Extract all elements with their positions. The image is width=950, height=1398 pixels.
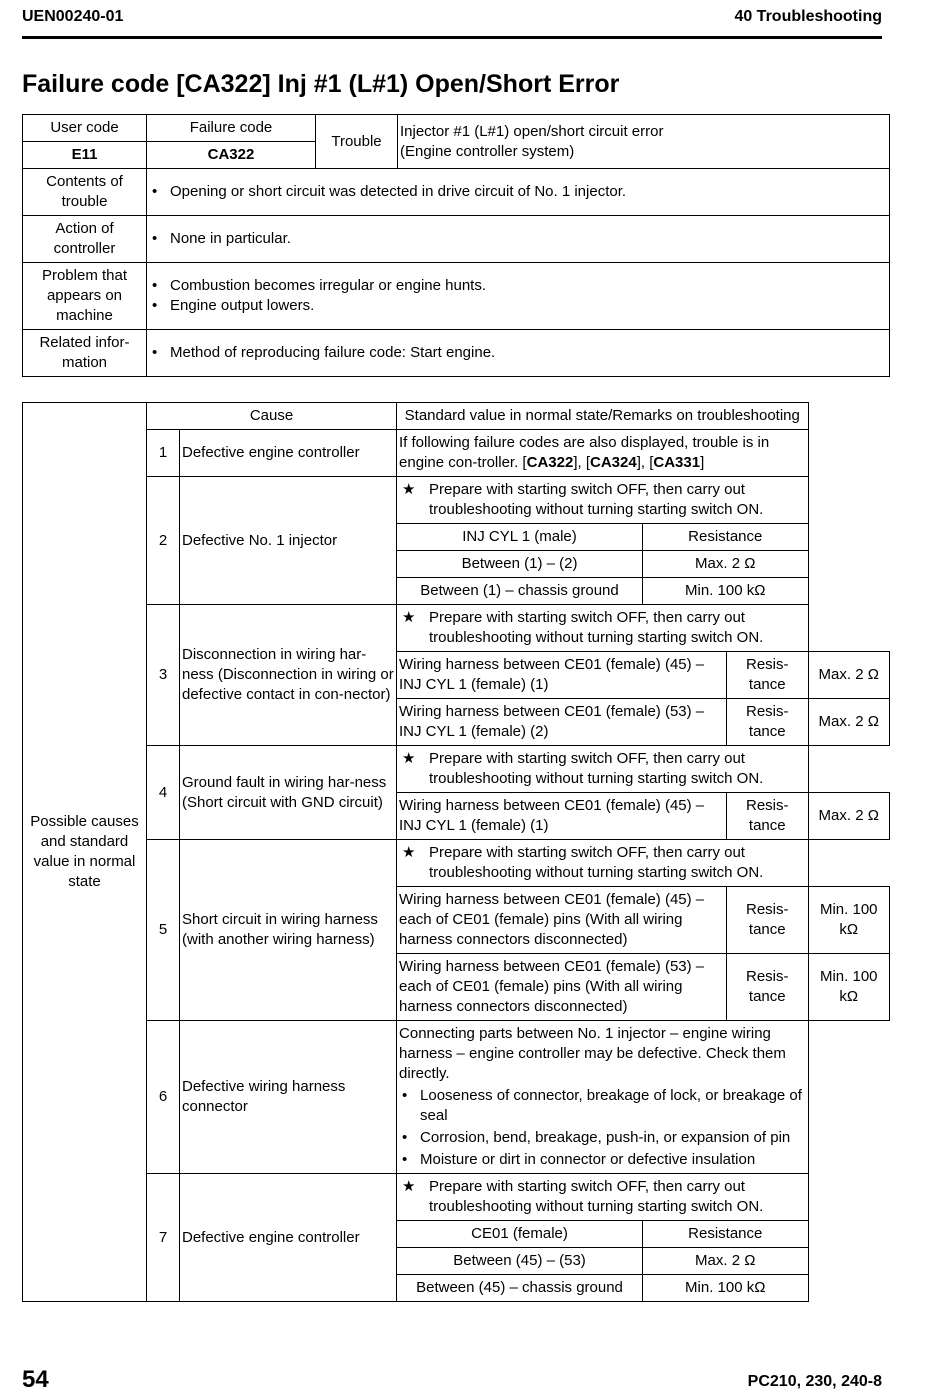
standard-value-header: Standard value in normal state/Remarks on troubleshooting (397, 403, 808, 430)
measure-value: Min. 100 kΩ (643, 1275, 808, 1302)
possible-causes-label: Possible causes and standard value in normal state (23, 403, 147, 1302)
star-icon: ★ (402, 1178, 416, 1195)
measure-value: Min. 100 kΩ (808, 887, 890, 954)
measure-point: Between (45) – chassis ground (397, 1275, 643, 1302)
harness-check: Wiring harness between CE01 (female) (53) – INJ CYL 1 (female) (2) (397, 699, 727, 746)
resistance-header: Resistance (643, 524, 808, 551)
cause-name: Defective engine controller (180, 1174, 397, 1302)
measure-value: Min. 100 kΩ (808, 954, 890, 1021)
cause-number: 7 (147, 1174, 180, 1302)
user-code-value: E11 (23, 142, 147, 169)
connector-header: INJ CYL 1 (male) (397, 524, 643, 551)
star-icon: ★ (402, 844, 416, 861)
related-value: • Method of reproducing failure code: Start engine. (147, 330, 890, 377)
resistance-label: Resis-tance (727, 652, 808, 699)
prepare-note: ★ Prepare with starting switch OFF, then carry out troubleshooting without turning starting switch ON. (397, 746, 808, 793)
measure-value: Max. 2 Ω (643, 551, 808, 578)
harness-check: Wiring harness between CE01 (female) (53) – each of CE01 (female) pins (With all wiring harness connectors disconnected) (397, 954, 727, 1021)
page-title: Failure code [CA322] Inj #1 (L#1) Open/Short Error (22, 70, 620, 98)
prepare-note: ★ Prepare with starting switch OFF, then carry out troubleshooting without turning starting switch ON. (397, 840, 808, 887)
contents-value: • Opening or short circuit was detected in drive circuit of No. 1 injector. (147, 169, 890, 216)
problem-value: • Combustion becomes irregular or engine hunts. • Engine output lowers. (147, 263, 890, 330)
resistance-label: Resis-tance (727, 793, 808, 840)
problem-label: Problem that appears on machine (23, 263, 147, 330)
cause-6-remark: Connecting parts between No. 1 injector – engine wiring harness – engine controller may be defective. Check them directly. • Looseness of connector, breakage of lock, or breakage of seal • Corrosion, bend, breakage, push-in, or expansion of pin • Moisture or dirt in connector or defective insulation (397, 1021, 808, 1174)
cause-name: Short circuit in wiring harness (with another wiring harness) (180, 840, 397, 1021)
failure-summary-table (22, 114, 890, 377)
cause-number: 1 (147, 430, 180, 477)
action-label: Action of controller (23, 216, 147, 263)
page-number: 54 (22, 1366, 49, 1393)
measure-value: Min. 100 kΩ (643, 578, 808, 605)
measure-value: Max. 2 Ω (808, 793, 890, 840)
resistance-label: Resis-tance (727, 699, 808, 746)
section-title: 40 Troubleshooting (734, 8, 882, 25)
document-id: UEN00240-01 (22, 8, 124, 25)
resistance-label: Resis-tance (727, 887, 808, 954)
harness-check: Wiring harness between CE01 (female) (45) – each of CE01 (female) pins (With all wiring harness connectors disconnected) (397, 887, 727, 954)
connector-header: CE01 (female) (397, 1221, 643, 1248)
cause-name: Defective No. 1 injector (180, 477, 397, 605)
cause-name: Defective wiring harness connector (180, 1021, 397, 1174)
cause-number: 2 (147, 477, 180, 605)
action-value: • None in particular. (147, 216, 890, 263)
measure-value: Max. 2 Ω (808, 699, 890, 746)
contents-label: Contents of trouble (23, 169, 147, 216)
cause-number: 6 (147, 1021, 180, 1174)
prepare-note: ★ Prepare with starting switch OFF, then carry out troubleshooting without turning starting switch ON. (397, 605, 808, 652)
measure-point: Between (1) – (2) (397, 551, 643, 578)
cause-number: 5 (147, 840, 180, 1021)
header-rule (22, 36, 882, 39)
cause-header: Cause (147, 403, 397, 430)
star-icon: ★ (402, 750, 416, 767)
possible-causes-table (22, 402, 890, 1302)
trouble-description: Injector #1 (L#1) open/short circuit error (Engine controller system) (398, 115, 890, 169)
star-icon: ★ (402, 481, 416, 498)
failure-code-value: CA322 (147, 142, 316, 169)
prepare-note: ★ Prepare with starting switch OFF, then carry out troubleshooting without turning starting switch ON. (397, 1174, 808, 1221)
resistance-header: Resistance (643, 1221, 808, 1248)
prepare-note: ★ Prepare with starting switch OFF, then carry out troubleshooting without turning starting switch ON. (397, 477, 808, 524)
model-label: PC210, 230, 240-8 (747, 1373, 882, 1390)
related-label: Related infor-mation (23, 330, 147, 377)
cause-name: Defective engine controller (180, 430, 397, 477)
harness-check: Wiring harness between CE01 (female) (45) – INJ CYL 1 (female) (1) (397, 793, 727, 840)
measure-value: Max. 2 Ω (643, 1248, 808, 1275)
measure-point: Between (45) – (53) (397, 1248, 643, 1275)
harness-check: Wiring harness between CE01 (female) (45) – INJ CYL 1 (female) (1) (397, 652, 727, 699)
cause-number: 4 (147, 746, 180, 840)
user-code-label: User code (23, 115, 147, 142)
failure-code-label: Failure code (147, 115, 316, 142)
cause-number: 3 (147, 605, 180, 746)
resistance-label: Resis-tance (727, 954, 808, 1021)
cause-name: Disconnection in wiring har-ness (Disconnection in wiring or defective contact in con-nector) (180, 605, 397, 746)
cause-name: Ground fault in wiring har-ness (Short circuit with GND circuit) (180, 746, 397, 840)
cause-1-remark: If following failure codes are also displayed, trouble is in engine con-troller. [CA322], [CA324], [CA331] (397, 430, 808, 477)
star-icon: ★ (402, 609, 416, 626)
trouble-label: Trouble (316, 115, 398, 169)
measure-point: Between (1) – chassis ground (397, 578, 643, 605)
measure-value: Max. 2 Ω (808, 652, 890, 699)
